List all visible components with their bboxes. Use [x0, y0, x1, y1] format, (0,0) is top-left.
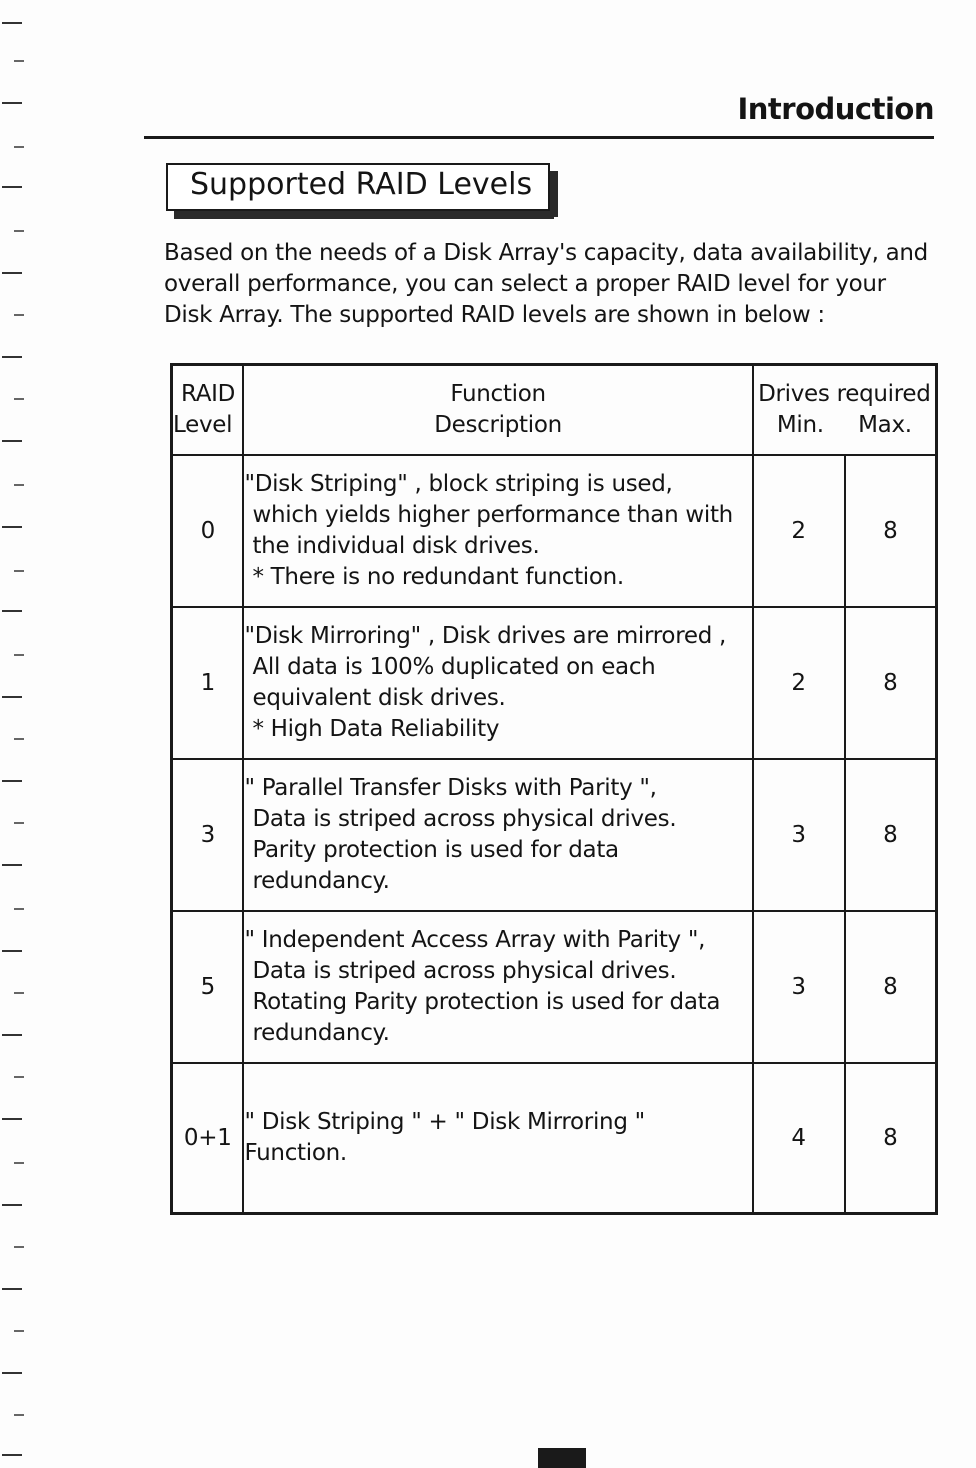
raid-level-cell: 0 — [172, 455, 244, 607]
max-drives-cell: 8 — [845, 759, 937, 911]
table-row — [172, 1063, 937, 1214]
function-description-cell: " Parallel Transfer Disks with Parity ", Data is striped across physical drives. Parity protection is used for data redundancy. — [243, 759, 752, 911]
max-drives-cell: 8 — [845, 455, 937, 607]
header-drives-required: Drives required Min. Max. — [753, 365, 937, 456]
raid-levels-table — [170, 363, 938, 1215]
header-function-description: Function Description — [243, 365, 752, 456]
intro-line: Based on the needs of a Disk Array's capacity, data availability, and — [164, 240, 928, 266]
table-row — [172, 759, 937, 911]
intro-line: overall performance, you can select a proper RAID level for your — [164, 271, 886, 297]
min-drives-cell: 4 — [753, 1063, 845, 1214]
min-drives-cell: 3 — [753, 911, 845, 1063]
raid-level-cell: 0+1 — [172, 1063, 244, 1214]
min-drives-cell: 2 — [753, 455, 845, 607]
function-description-cell: " Disk Striping " + " Disk Mirroring " Function. — [243, 1063, 752, 1214]
min-drives-cell: 2 — [753, 607, 845, 759]
function-description-cell: "Disk Mirroring" , Disk drives are mirrored , All data is 100% duplicated on each equivalent disk drives. * High Data Reliability — [243, 607, 752, 759]
page-header-title: Introduction — [737, 92, 934, 126]
binding-margin-marks — [0, 0, 40, 1468]
header-min: Min. — [776, 412, 824, 438]
raid-level-cell: 5 — [172, 911, 244, 1063]
function-description-cell: "Disk Striping" , block striping is used, which yields higher performance than with the individual disk drives. * There is no redundant function. — [243, 455, 752, 607]
section-title-box — [166, 163, 550, 211]
intro-paragraph — [164, 238, 934, 331]
header-divider — [144, 136, 934, 139]
function-description-cell: " Independent Access Array with Parity ", Data is striped across physical drives. Rotating Parity protection is used for data redundancy. — [243, 911, 752, 1063]
table-row — [172, 455, 937, 607]
table-row — [172, 607, 937, 759]
max-drives-cell: 8 — [845, 1063, 937, 1214]
max-drives-cell: 8 — [845, 607, 937, 759]
header-raid-level: RAID Level — [172, 365, 244, 456]
section-title: Supported RAID Levels — [190, 167, 533, 202]
max-drives-cell: 8 — [845, 911, 937, 1063]
min-drives-cell: 3 — [753, 759, 845, 911]
raid-level-cell: 3 — [172, 759, 244, 911]
raid-level-cell: 1 — [172, 607, 244, 759]
header-max: Max. — [858, 412, 912, 438]
table-row — [172, 911, 937, 1063]
intro-line: Disk Array. The supported RAID levels are shown in below : — [164, 302, 825, 328]
table-header-row — [172, 365, 937, 456]
page-number-tab — [538, 1448, 586, 1468]
